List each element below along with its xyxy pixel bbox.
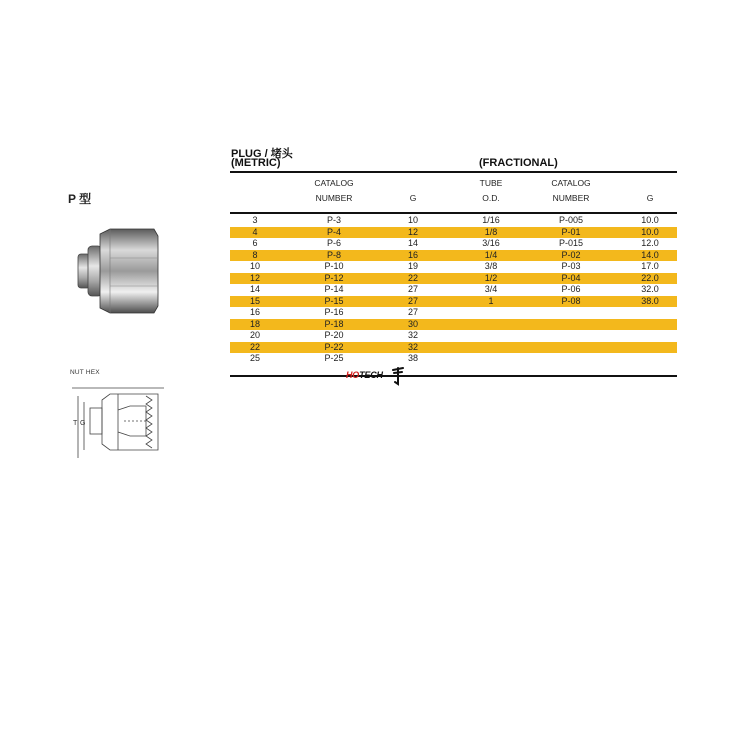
table-row [230, 227, 677, 239]
table-row [230, 273, 677, 285]
header-tube-od [456, 178, 526, 203]
cell-g: 27 [407, 307, 418, 317]
table-row [230, 261, 677, 273]
cell-g: 27 [407, 295, 418, 306]
header-catalog2-line1: CATALOG [551, 178, 591, 188]
logo-text-red: HO [346, 370, 360, 380]
fractional-title: (FRACTIONAL) [479, 157, 558, 169]
cell-g2: 38.0 [641, 295, 659, 306]
cell-tube: 1/2 [484, 272, 498, 283]
cell-size: 25 [249, 353, 260, 363]
cell-size: 16 [249, 307, 260, 317]
logo-mark-icon [390, 366, 406, 386]
header-g2: G [646, 193, 654, 203]
cell-size: 12 [249, 272, 260, 283]
table-bottom-rule [230, 375, 677, 377]
cell-tube: 1 [488, 295, 494, 306]
nut-hex-label: NUT HEX [70, 369, 100, 376]
drawing-label-g: G [80, 420, 86, 427]
header-catalog-line2: NUMBER [315, 193, 353, 203]
cell-tube: 1/16 [482, 215, 500, 225]
cell-g2: 22.0 [641, 272, 659, 283]
cell-g: 32 [407, 330, 418, 340]
cell-catalog: P-3 [326, 215, 341, 225]
cell-size: 3 [252, 215, 258, 225]
cell-size: 22 [249, 341, 260, 352]
table-row [230, 296, 677, 308]
cell-size: 4 [252, 226, 258, 237]
cell-catalog: P-22 [324, 341, 344, 352]
cell-catalog2: P-04 [561, 272, 581, 283]
product-type-label: P 型 [68, 192, 92, 206]
hotech-logo [346, 366, 408, 386]
table-row [230, 342, 677, 354]
cell-tube: 3/8 [484, 261, 498, 271]
cell-catalog: P-10 [324, 261, 344, 271]
table-row [230, 307, 677, 319]
cell-size: 6 [252, 238, 258, 248]
cell-g: 19 [407, 261, 418, 271]
cell-catalog: P-25 [324, 353, 344, 363]
cell-size: 14 [249, 284, 260, 294]
header-catalog2-line2: NUMBER [552, 193, 590, 203]
cell-g: 30 [407, 318, 418, 329]
cell-g2: 32.0 [641, 284, 659, 294]
cell-g: 27 [407, 284, 418, 294]
drawing-label-t: T [73, 420, 78, 427]
cell-g: 32 [407, 341, 418, 352]
cell-catalog2: P-01 [561, 226, 581, 237]
cell-catalog2: P-02 [561, 249, 581, 260]
table-top-rule [230, 171, 677, 173]
plug-product-photo [76, 228, 160, 314]
cell-g: 38 [407, 353, 418, 363]
table-row [230, 284, 677, 296]
cell-g: 10 [407, 215, 418, 225]
cell-catalog2: P-06 [561, 284, 581, 294]
cell-tube: 1/4 [484, 249, 498, 260]
header-tube-line1: TUBE [479, 178, 503, 188]
table-row [230, 353, 677, 365]
cell-g: 14 [407, 238, 418, 248]
header-tube-line2: O.D. [482, 193, 500, 203]
table-row [230, 330, 677, 342]
cell-catalog: P-18 [324, 318, 344, 329]
cell-size: 10 [249, 261, 260, 271]
cell-tube: 3/4 [484, 284, 498, 294]
cell-catalog2: P-005 [558, 215, 584, 225]
table-body [230, 215, 677, 365]
table-row [230, 319, 677, 331]
cell-catalog2: P-015 [558, 238, 584, 248]
metric-title: (METRIC) [231, 157, 281, 169]
cell-g2: 12.0 [641, 238, 659, 248]
cell-g2: 10.0 [641, 226, 659, 237]
cell-catalog: P-8 [326, 249, 341, 260]
cell-g: 12 [407, 226, 418, 237]
cell-catalog: P-20 [324, 330, 344, 340]
cell-size: 8 [252, 249, 258, 260]
cell-catalog2: P-08 [561, 295, 581, 306]
header-catalog-number [299, 178, 369, 203]
table-row [230, 250, 677, 262]
cell-size: 15 [249, 295, 260, 306]
cell-g: 22 [407, 272, 418, 283]
cell-catalog: P-15 [324, 295, 344, 306]
cell-catalog: P-14 [324, 284, 344, 294]
cell-g2: 14.0 [641, 249, 659, 260]
logo-text-black: TECH [359, 370, 383, 380]
cell-g2: 17.0 [641, 261, 659, 271]
cell-g: 16 [407, 249, 418, 260]
table-title: PLUG / 堵头 [231, 148, 293, 160]
table-row [230, 238, 677, 250]
cell-catalog: P-16 [324, 307, 344, 317]
cell-catalog2: P-03 [561, 261, 581, 271]
plug-technical-drawing [60, 378, 180, 464]
cell-g2: 10.0 [641, 215, 659, 225]
header-catalog-number-2 [536, 178, 606, 203]
cell-tube: 3/16 [482, 238, 500, 248]
header-g: G [409, 193, 417, 203]
table-header-rule [230, 212, 677, 214]
cell-catalog: P-4 [326, 226, 341, 237]
cell-catalog: P-12 [324, 272, 344, 283]
header-catalog-line1: CATALOG [314, 178, 354, 188]
table-row [230, 215, 677, 227]
cell-tube: 1/8 [484, 226, 498, 237]
cell-catalog: P-6 [326, 238, 341, 248]
cell-size: 20 [249, 330, 260, 340]
cell-size: 18 [249, 318, 260, 329]
